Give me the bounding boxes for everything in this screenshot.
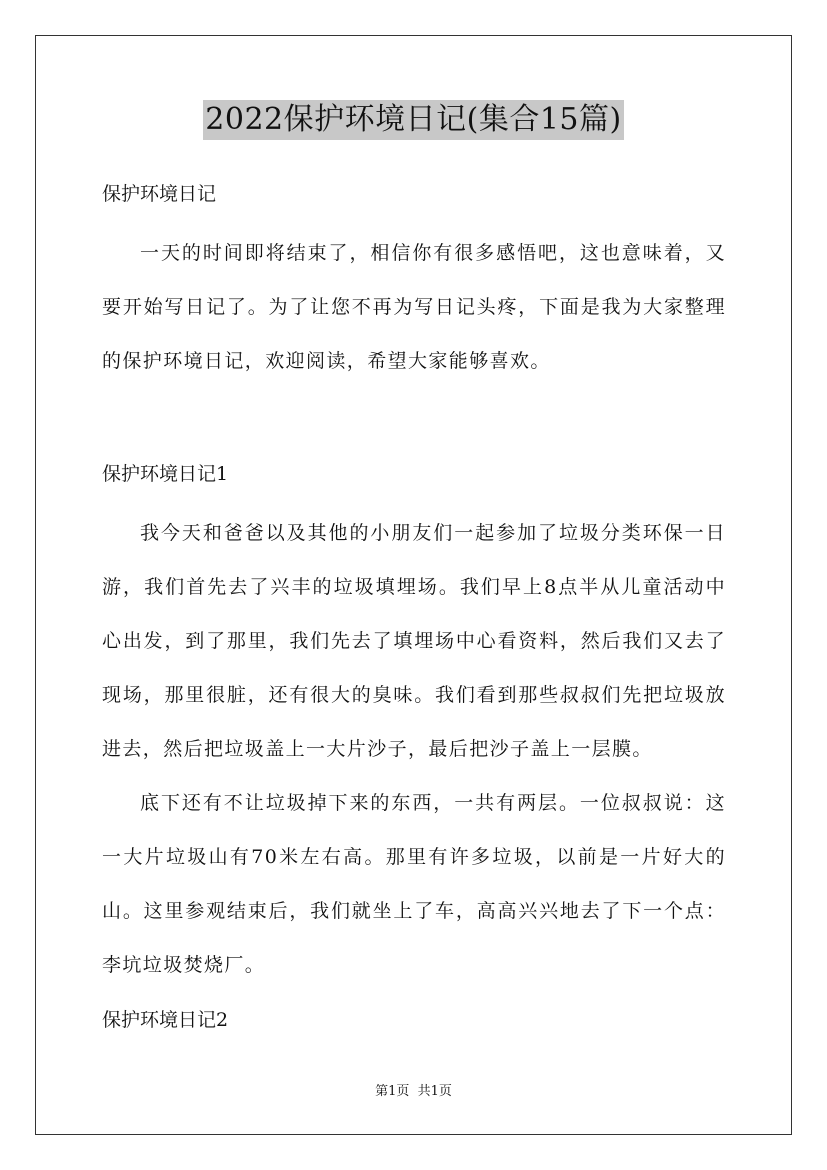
paragraph[interactable]: 一天的时间即将结束了，相信你有很多感悟吧，这也意味着，又要开始写日记了。为了让您不再为写日记头疼，下面是我为大家整理的保护环境日记，欢迎阅读，希望大家能够喜欢。	[102, 242, 726, 372]
document-body	[102, 172, 726, 1042]
title-container	[0, 100, 827, 140]
page-footer: 第1页 共1页	[375, 1084, 452, 1099]
spacer	[102, 216, 726, 226]
section-heading[interactable]: 保护环境日记1	[102, 463, 229, 485]
spacer	[102, 388, 726, 452]
document-title[interactable]: 2022保护环境日记(集合15篇)	[203, 100, 623, 140]
paragraph[interactable]: 底下还有不让垃圾掉下来的东西，一共有两层。一位叔叔说：这一大片垃圾山有70米左右高。那里有许多垃圾，以前是一片好大的山。这里参观结束后，我们就坐上了车，高高兴兴地去了下一个点：李坑垃圾焚烧厂。	[102, 792, 726, 976]
section-heading[interactable]: 保护环境日记	[102, 183, 217, 205]
paragraph[interactable]: 我今天和爸爸以及其他的小朋友们一起参加了垃圾分类环保一日游，我们首先去了兴丰的垃圾填埋场。我们早上8点半从儿童活动中心出发，到了那里，我们先去了填埋场中心看资料，然后我们又去了现场，那里很脏，还有很大的臭味。我们看到那些叔叔们先把垃圾放进去，然后把垃圾盖上一大片沙子，最后把沙子盖上一层膜。	[102, 522, 726, 760]
section-heading[interactable]: 保护环境日记2	[102, 1009, 229, 1031]
spacer	[102, 496, 726, 506]
